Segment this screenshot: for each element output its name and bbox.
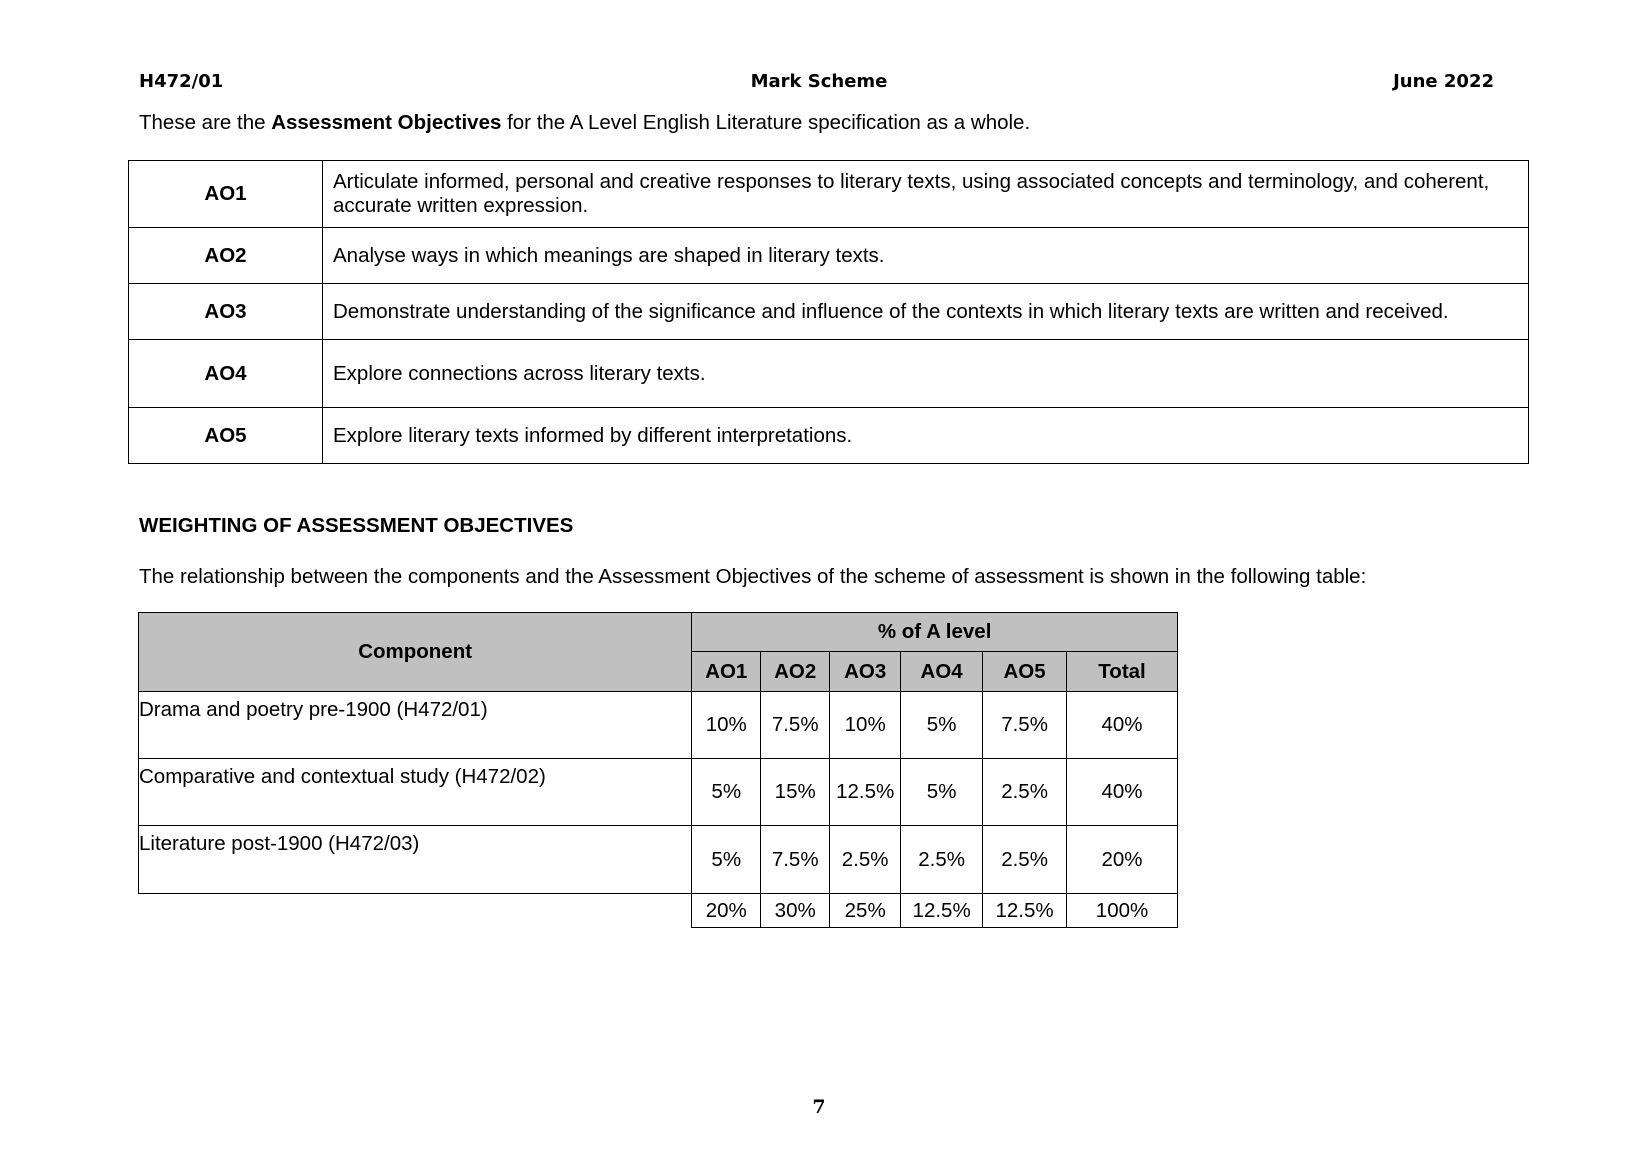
cell-value: 2.5% — [830, 826, 901, 894]
column-header: AO4 — [901, 652, 983, 692]
objective-code: AO1 — [129, 161, 323, 228]
table-row — [139, 826, 1178, 894]
cell-value: 5% — [692, 826, 761, 894]
intro-bold: Assessment Objectives — [271, 111, 502, 134]
intro-post: for the A Level English Literature specification as a whole. — [501, 111, 1031, 134]
cell-value: 15% — [761, 759, 830, 826]
document-title: Mark Scheme — [750, 71, 888, 92]
total-value: 25% — [830, 894, 901, 928]
cell-value: 5% — [901, 692, 983, 759]
intro-pre: These are the — [139, 111, 272, 134]
objective-row — [129, 340, 1529, 408]
weighting-description: The relationship between the components and the Assessment Objectives of the scheme of assessment is shown in the following table: — [139, 565, 1367, 588]
totals-row — [139, 894, 1178, 928]
component-name: Literature post-1900 (H472/03) — [139, 826, 692, 894]
column-header: AO2 — [761, 652, 830, 692]
cell-value: 7.5% — [983, 692, 1067, 759]
cell-value: 5% — [692, 759, 761, 826]
column-header: AO5 — [983, 652, 1067, 692]
cell-value: 2.5% — [983, 826, 1067, 894]
component-name: Comparative and contextual study (H472/02) — [139, 759, 692, 826]
page-number: 7 — [812, 1096, 826, 1118]
total-value: 12.5% — [901, 894, 983, 928]
total-value: 12.5% — [983, 894, 1067, 928]
cell-value: 7.5% — [761, 692, 830, 759]
column-header: Total — [1067, 652, 1178, 692]
cell-value: 10% — [830, 692, 901, 759]
cell-value: 10% — [692, 692, 761, 759]
weighting-heading: WEIGHTING OF ASSESSMENT OBJECTIVES — [139, 514, 574, 537]
objective-text: Explore connections across literary texts. — [323, 340, 1529, 408]
objective-text: Demonstrate understanding of the significance and influence of the contexts in which literary texts are written and received. — [323, 284, 1529, 340]
table-row — [139, 692, 1178, 759]
objective-code: AO4 — [129, 340, 323, 408]
table-row — [139, 759, 1178, 826]
objectives-table — [128, 160, 1529, 464]
cell-value: 2.5% — [983, 759, 1067, 826]
total-value: 20% — [692, 894, 761, 928]
objective-row — [129, 228, 1529, 284]
cell-value: 2.5% — [901, 826, 983, 894]
objective-text: Analyse ways in which meanings are shaped in literary texts. — [323, 228, 1529, 284]
objective-row — [129, 284, 1529, 340]
column-header: AO1 — [692, 652, 761, 692]
intro-text — [139, 111, 1030, 135]
objective-code: AO2 — [129, 228, 323, 284]
document-code: H472/01 — [139, 71, 224, 92]
cell-value: 7.5% — [761, 826, 830, 894]
component-name: Drama and poetry pre-1900 (H472/01) — [139, 692, 692, 759]
empty-cell — [139, 894, 692, 928]
cell-value: 5% — [901, 759, 983, 826]
cell-value: 20% — [1067, 826, 1178, 894]
cell-value: 40% — [1067, 759, 1178, 826]
weighting-table — [138, 612, 1178, 928]
document-date: June 2022 — [1393, 71, 1494, 92]
objective-row — [129, 161, 1529, 228]
cell-value: 40% — [1067, 692, 1178, 759]
component-header: Component — [139, 613, 692, 692]
objective-code: AO5 — [129, 408, 323, 464]
total-value: 30% — [761, 894, 830, 928]
column-header: AO3 — [830, 652, 901, 692]
objective-text: Explore literary texts informed by different interpretations. — [323, 408, 1529, 464]
objective-row — [129, 408, 1529, 464]
cell-value: 12.5% — [830, 759, 901, 826]
objective-text: Articulate informed, personal and creative responses to literary texts, using associated concepts and terminology, and coherent, accurate written expression. — [323, 161, 1529, 228]
objective-code: AO3 — [129, 284, 323, 340]
percent-header: % of A level — [692, 613, 1178, 652]
total-value: 100% — [1067, 894, 1178, 928]
